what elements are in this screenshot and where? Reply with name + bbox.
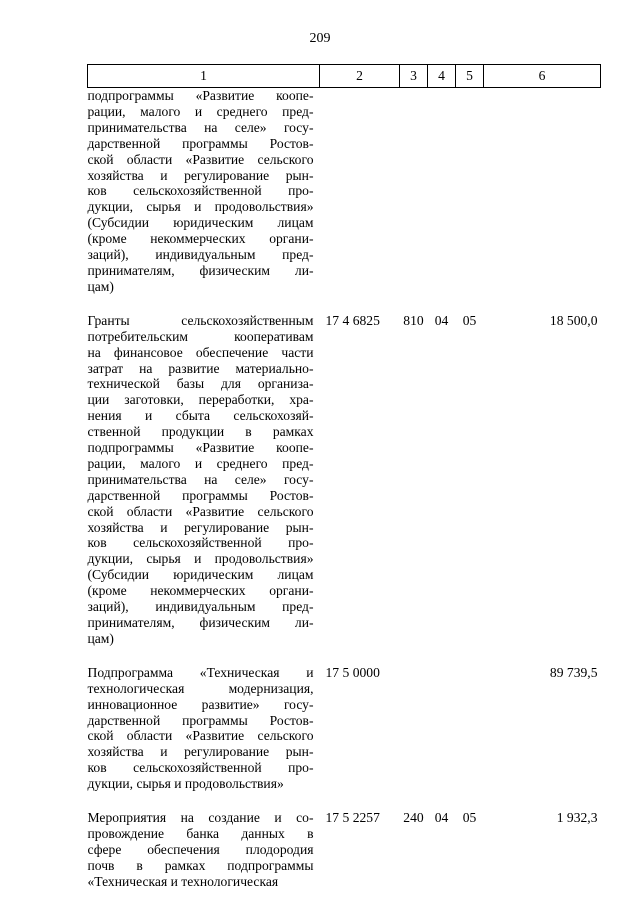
table-row [88,313,601,647]
description-line: потребительским кооперативам [87,328,314,344]
row-target-code: 17 4 6825 [325,312,380,328]
row-expense-type: 810 [403,312,424,328]
description-line: ской области «Развитие сельского [87,503,314,519]
description-line: рации, малого и среднего пред- [87,103,314,119]
description-line: дарственной программы Ростов- [87,712,314,728]
description-line: (кроме некоммерческих органи- [87,231,314,247]
description-line: нения и сбыта сельскохозяй- [87,408,314,424]
description-line: заций), индивидуальным пред- [87,247,314,263]
row-subsection [456,88,484,295]
row-expense-type: 240 [403,810,424,826]
description-line: затрат на развитие материально- [87,360,314,376]
row-subsection: 05 [462,810,477,826]
column-header-3: 3 [400,65,428,88]
description-line: ков сельскохозяйственной про- [87,760,314,776]
table-body [88,88,601,890]
row-amount: 18 500,0 [549,312,598,328]
description-line: «Техническая и технологическая [87,873,279,889]
description-line: принимателям, физическим ли- [87,262,314,278]
description-line: ской области «Развитие сельского [87,728,314,744]
description-line: провождение банка данных в [87,825,314,841]
row-description [88,313,320,647]
row-expense-type [400,665,428,792]
description-line: дукции, сырья и продовольствия» [87,776,284,792]
row-expense-type [400,88,428,295]
row-amount: 89 739,5 [549,664,598,680]
column-header-4: 4 [428,65,456,88]
description-line: технической базы для организа- [87,376,314,392]
description-line: принимателям, физическим ли- [87,615,314,630]
row-subsection: 05 [462,312,477,328]
column-header-1: 1 [88,65,320,88]
description-line: рации, малого и среднего пред- [87,455,314,471]
description-line: подпрограммы «Развитие коопе- [87,440,314,456]
row-spacer [88,647,601,665]
description-line: дарственной программы Ростов- [87,487,314,503]
description-line: технологическая модернизация, [87,680,314,696]
description-line: ственной продукции в рамках [87,424,314,440]
description-line: (кроме некоммерческих органи- [87,583,314,599]
description-line: инновационное развитие» госу- [87,696,314,712]
table-row [88,810,601,890]
description-line: сфере обеспечения плодородия [87,841,314,857]
description-line: (Субсидии юридическим лицам [87,567,314,583]
row-target-code [320,88,400,295]
row-section: 04 [434,810,449,826]
description-line: цам) [87,630,114,646]
description-line: дарственной программы Ростов- [87,135,314,151]
description-line: подпрограммы «Развитие коопе- [87,88,314,103]
row-description [88,810,320,890]
column-header-5: 5 [456,65,484,88]
row-amount [484,88,601,295]
column-header-2: 2 [320,65,400,88]
page-number: 209 [309,31,331,46]
description-line: цам) [87,278,114,294]
description-line: ской области «Развитие сельского [87,151,314,167]
description-line: дукции, сырья и продовольствия» [87,199,314,215]
row-section [428,88,456,295]
budget-table [87,64,601,890]
description-line: ков сельскохозяйственной про- [87,535,314,551]
row-spacer [88,792,601,810]
table-row [88,88,601,295]
row-amount: 1 932,3 [556,810,598,826]
row-target-code: 17 5 0000 [325,664,380,680]
table-row [88,665,601,792]
row-section [428,665,456,792]
description-line: на финансовое обеспечение части [87,344,314,360]
table-header-row [88,65,601,88]
description-line: хозяйства и регулирование рын- [87,519,314,535]
description-line: заций), индивидуальным пред- [87,599,314,615]
description-line: хозяйства и регулирование рын- [87,167,314,183]
description-line: почв в рамках подпрограммы [87,857,314,873]
row-section: 04 [434,312,449,328]
row-subsection [456,665,484,792]
description-line: принимательства на селе» госу- [87,119,314,135]
description-line: ков сельскохозяйственной про- [87,183,314,199]
description-line: (Субсидии юридическим лицам [87,215,314,231]
row-description [88,665,320,792]
description-line: Гранты сельскохозяйственным [87,312,314,328]
description-line: хозяйства и регулирование рын- [87,744,314,760]
description-line: Подпрограмма «Техническая и [87,664,314,680]
description-line: принимательства на селе» госу- [87,471,314,487]
row-spacer [88,295,601,313]
description-line: Мероприятия на создание и со- [87,810,314,826]
column-header-6: 6 [484,65,601,88]
row-description [88,88,320,295]
description-line: дукции, сырья и продовольствия» [87,551,314,567]
description-line: ции заготовки, переработки, хра- [87,392,314,408]
row-target-code: 17 5 2257 [325,810,380,826]
